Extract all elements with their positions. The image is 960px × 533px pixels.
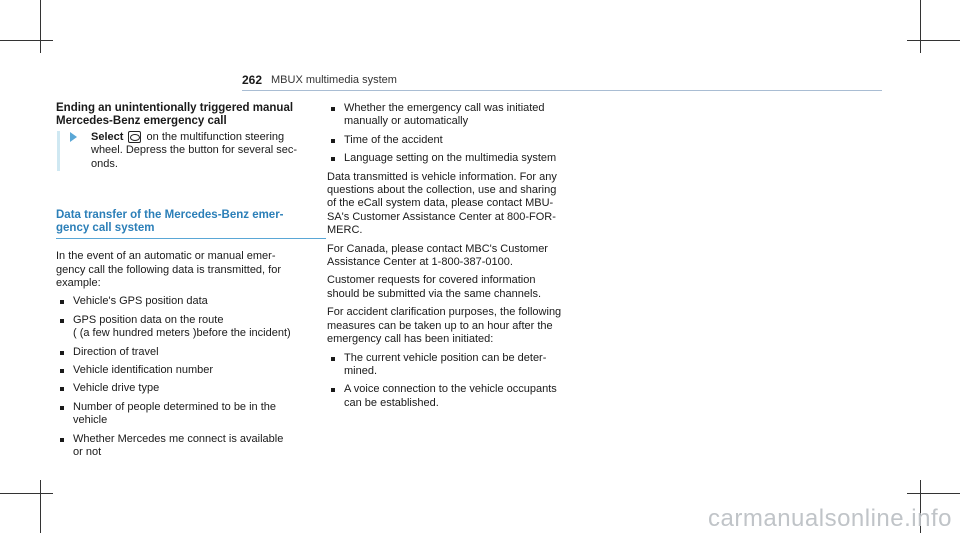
data-list bbox=[56, 295, 318, 459]
measures-list bbox=[327, 352, 589, 411]
crop-mark bbox=[40, 480, 41, 533]
canada-paragraph: For Canada, please contact MBC's Customer Assistance Center at 1-800-387-0100. bbox=[327, 242, 548, 269]
crop-mark bbox=[920, 0, 921, 53]
clarification-paragraph: For accident clarification purposes, the following measures can be taken up to an hour after the emergency call has been initiated: bbox=[327, 306, 562, 346]
intro-paragraph: In the event of an automatic or manual emer- gency call the following data is transmitted, for example: bbox=[56, 250, 282, 290]
list-item: Vehicle's GPS position data bbox=[56, 295, 318, 308]
list-item: Time of the accident bbox=[327, 134, 589, 147]
requests-paragraph: Customer requests for covered information should be submitted via the same channels. bbox=[327, 274, 542, 300]
list-item: Vehicle drive type bbox=[56, 382, 318, 395]
list-item: Direction of travel bbox=[56, 346, 318, 359]
step-arrow-icon bbox=[70, 132, 77, 142]
list-item: GPS position data on the route ( (a few hundred meters )before the incident) bbox=[56, 314, 318, 341]
phone-hangup-key-icon bbox=[128, 131, 141, 143]
crop-mark bbox=[40, 0, 41, 53]
page-header bbox=[242, 70, 882, 92]
list-item: Whether Mercedes me connect is available or not bbox=[56, 433, 318, 460]
crop-mark bbox=[0, 493, 53, 494]
list-item: The current vehicle position can be deter- mined. bbox=[327, 352, 589, 379]
contact-paragraph: Data transmitted is vehicle information. For any questions about the collection, use and sharing of the eCall system data, please contact MBU- SA's Customer Assistance Center at 800-FOR- MERC. bbox=[327, 170, 557, 237]
step-action: Select bbox=[91, 131, 124, 143]
list-item: Vehicle identification number bbox=[56, 364, 318, 377]
crop-mark bbox=[907, 493, 960, 494]
right-column bbox=[327, 102, 589, 410]
list-item: Whether the emergency call was initiated manually or automatically bbox=[327, 102, 589, 129]
data-list-continued bbox=[327, 102, 589, 166]
list-item: Number of people determined to be in the vehicle bbox=[56, 401, 318, 428]
header-divider bbox=[242, 90, 882, 91]
procedure-heading: Ending an unintentionally triggered manual Mercedes-Benz emergency call bbox=[56, 102, 294, 127]
watermark: carmanualsonline.info bbox=[708, 505, 952, 532]
crop-mark bbox=[0, 40, 53, 41]
left-column bbox=[56, 102, 318, 460]
list-item: Language setting on the multimedia system bbox=[327, 152, 589, 165]
page-number: 262 bbox=[242, 73, 263, 87]
page-title: MBUX multimedia system bbox=[271, 74, 397, 86]
list-item: A voice connection to the vehicle occupants can be established. bbox=[327, 383, 589, 410]
section-heading: Data transfer of the Mercedes-Benz emer- gency call system bbox=[56, 209, 284, 235]
crop-mark bbox=[907, 40, 960, 41]
procedure-step: Select on the multifunction steering wheel. Depress the button for several sec- onds. bbox=[57, 131, 318, 171]
section-divider bbox=[56, 238, 326, 239]
